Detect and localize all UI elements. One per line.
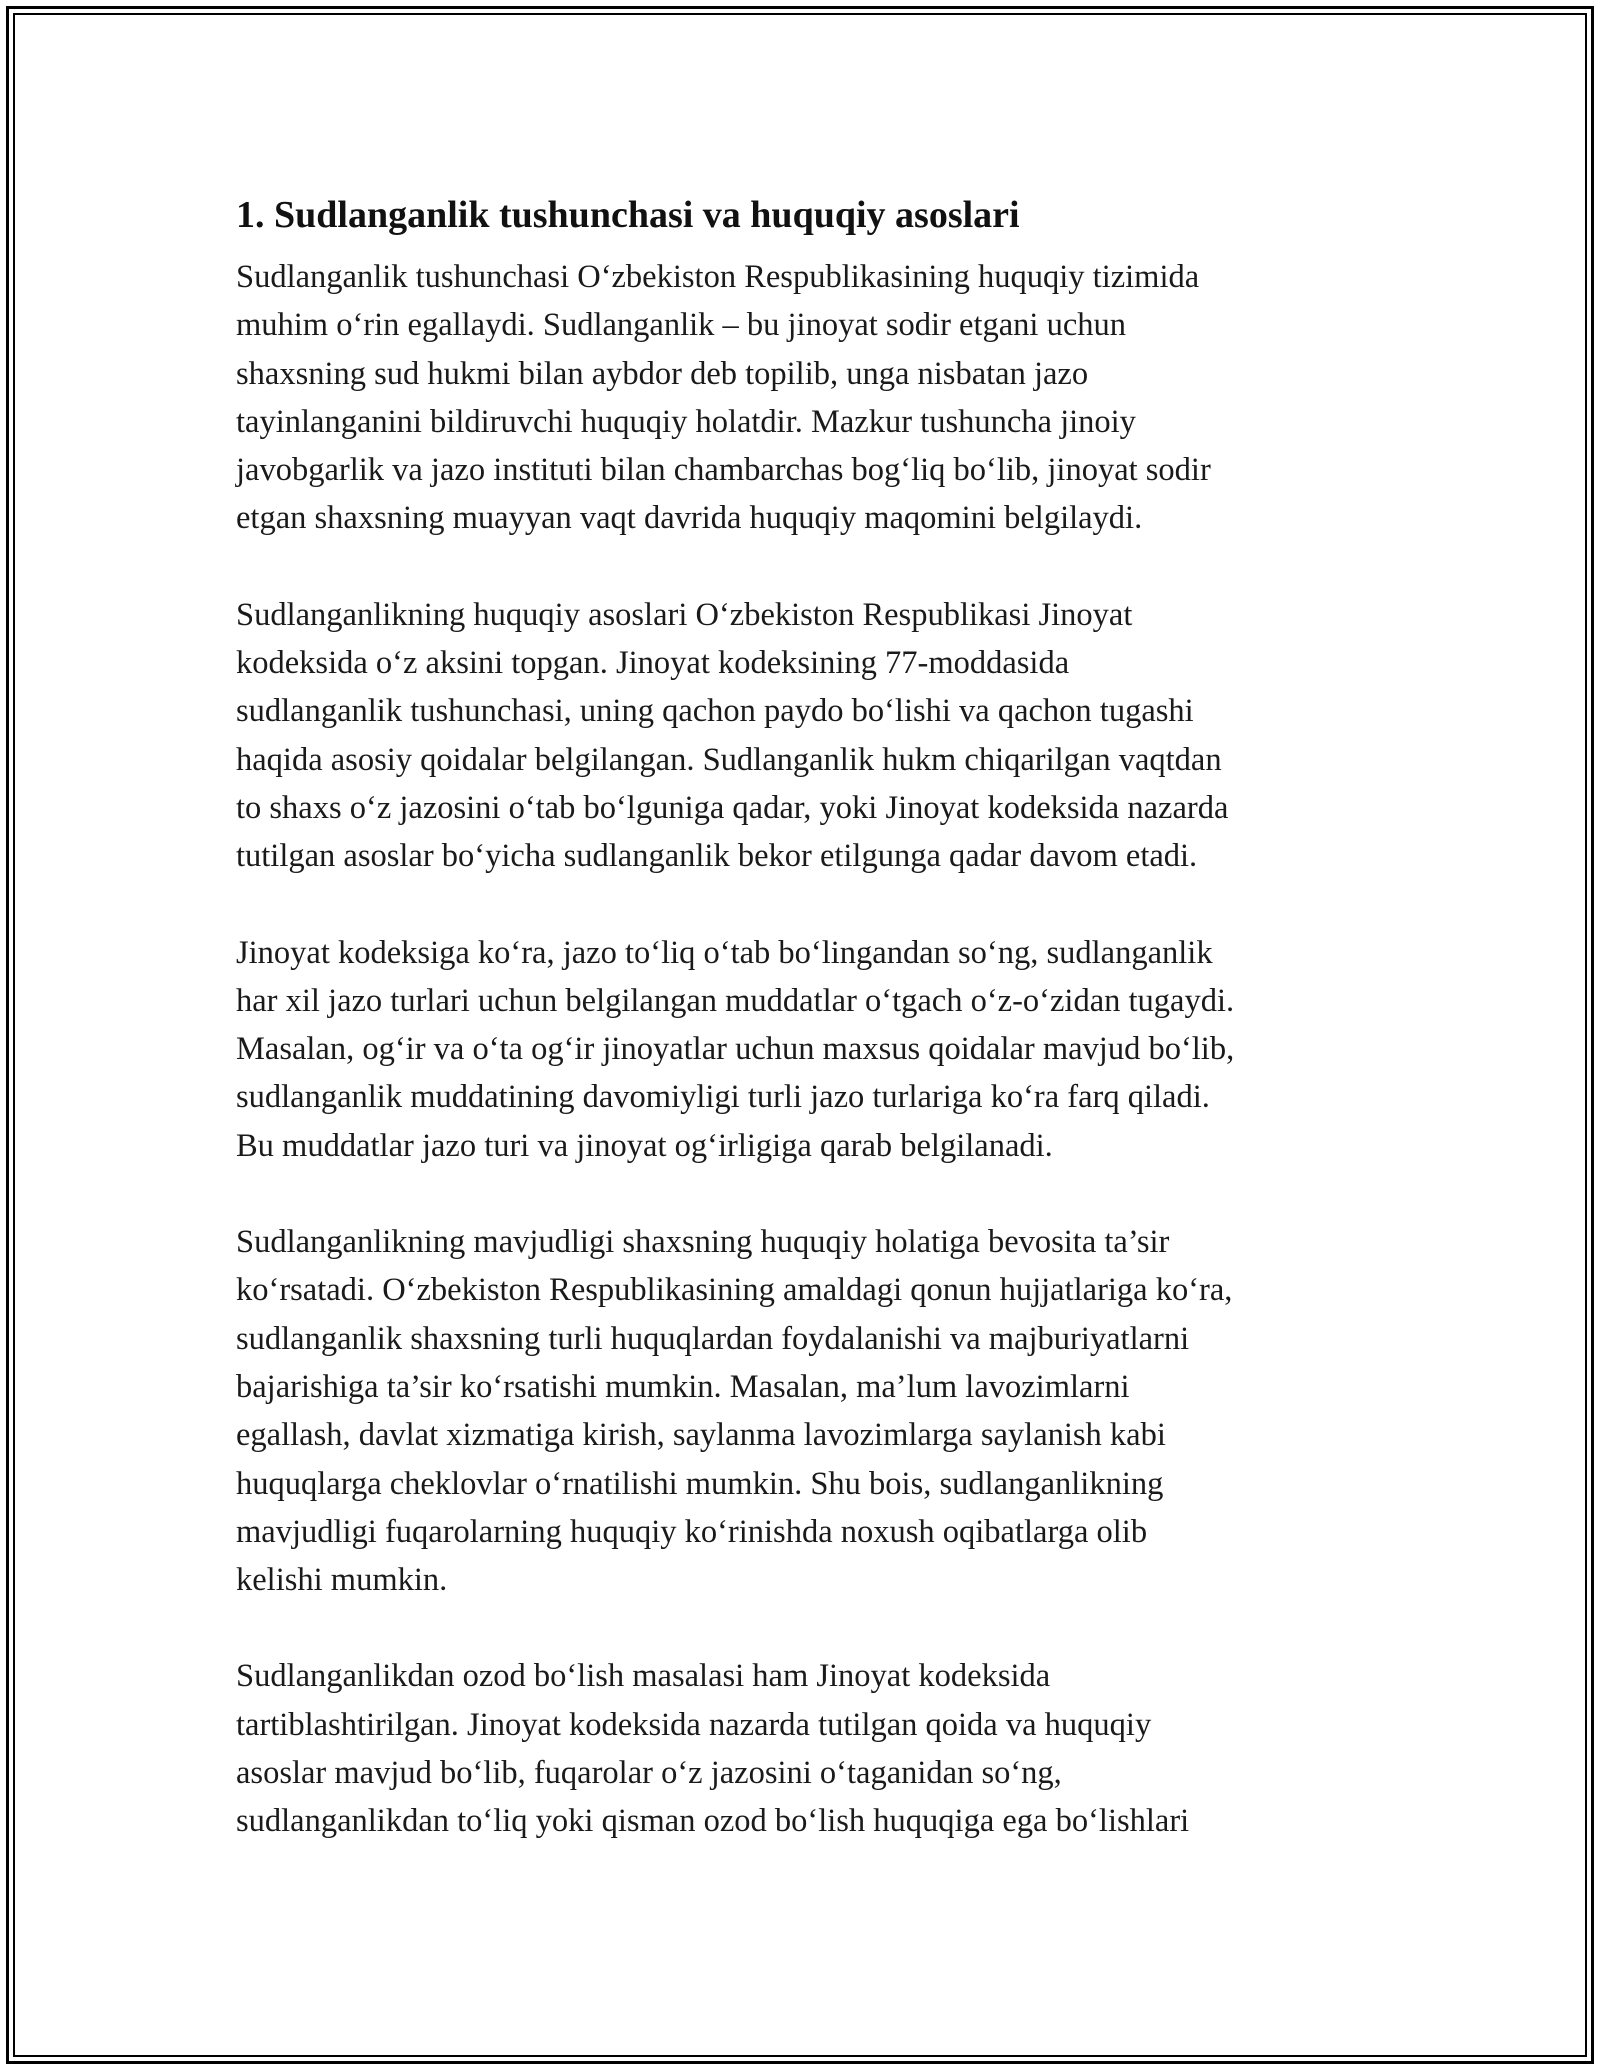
paragraph-1	[236, 253, 1376, 543]
paragraph-line: asoslar mavjud bo‘lib, fuqarolar o‘z jazosini o‘taganidan so‘ng,	[236, 1755, 1062, 1792]
paragraph-line: sudlanganlik shaxsning turli huquqlardan foydalanishi va majburiyatlarni	[236, 1320, 1190, 1357]
paragraph-line: Sudlanganlikning mavjudligi shaxsning huquqiy holatiga bevosita ta’sir	[236, 1224, 1170, 1261]
paragraph-line: to shaxs o‘z jazosini o‘tab bo‘lguniga qadar, yoki Jinoyat kodeksida nazarda	[236, 789, 1229, 826]
paragraph-2	[236, 591, 1376, 881]
paragraph-line: mavjudligi fuqarolarning huquqiy ko‘rinishda noxush oqibatlarga olib	[236, 1513, 1148, 1550]
section-heading: 1. Sudlanganlik tushunchasi va huquqiy asoslari	[236, 194, 1020, 236]
paragraph-line: etgan shaxsning muayyan vaqt davrida huquqiy maqomini belgilaydi.	[236, 500, 1143, 537]
paragraph-line: tayinlanganini bildiruvchi huquqiy holatdir. Mazkur tushuncha jinoiy	[236, 403, 1136, 440]
paragraph-line: Bu muddatlar jazo turi va jinoyat og‘irligiga qarab belgilanadi.	[236, 1127, 1053, 1164]
paragraph-line: tutilgan asoslar bo‘yicha sudlanganlik bekor etilgunga qadar davom etadi.	[236, 838, 1198, 875]
paragraph-line: huquqlarga cheklovlar o‘rnatilishi mumkin. Shu bois, sudlanganlikning	[236, 1465, 1164, 1502]
paragraph-4	[236, 1218, 1376, 1604]
paragraph-line: shaxsning sud hukmi bilan aybdor deb topilib, unga nisbatan jazo	[236, 355, 1089, 392]
document-body	[236, 185, 1376, 1894]
paragraph-line: sudlanganlikdan to‘liq yoki qisman ozod bo‘lish huquqiga ega bo‘lishlari	[236, 1803, 1190, 1840]
paragraph-line: Sudlanganlikdan ozod bo‘lish masalasi ham Jinoyat kodeksida	[236, 1658, 1051, 1695]
paragraph-line: kelishi mumkin.	[236, 1562, 448, 1599]
paragraph-line: ko‘rsatadi. O‘zbekiston Respublikasining amaldagi qonun hujjatlariga ko‘ra,	[236, 1272, 1233, 1309]
paragraph-line: tartiblashtirilgan. Jinoyat kodeksida nazarda tutilgan qoida va huquqiy	[236, 1706, 1152, 1743]
paragraph-line: egallash, davlat xizmatiga kirish, saylanma lavozimlarga saylanish kabi	[236, 1417, 1166, 1454]
paragraph-line: sudlanganlik tushunchasi, uning qachon paydo bo‘lishi va qachon tugashi	[236, 693, 1194, 730]
paragraph-line: sudlanganlik muddatining davomiyligi turli jazo turlariga ko‘ra farq qiladi.	[236, 1079, 1210, 1116]
paragraph-line: Sudlanganlik tushunchasi O‘zbekiston Respublikasining huquqiy tizimida	[236, 259, 1200, 295]
paragraph-3	[236, 929, 1376, 1170]
paragraph-line: haqida asosiy qoidalar belgilangan. Sudlanganlik hukm chiqarilgan vaqtdan	[236, 741, 1222, 778]
paragraph-line: muhim o‘rin egallaydi. Sudlanganlik – bu jinoyat sodir etgani uchun	[236, 307, 1126, 344]
paragraph-line: Masalan, og‘ir va o‘ta og‘ir jinoyatlar uchun maxsus qoidalar mavjud bo‘lib,	[236, 1031, 1235, 1068]
paragraph-line: bajarishiga ta’sir ko‘rsatishi mumkin. Masalan, ma’lum lavozimlarni	[236, 1368, 1130, 1405]
paragraph-line: har xil jazo turlari uchun belgilangan muddatlar o‘tgach o‘z-o‘zidan tugaydi.	[236, 982, 1235, 1019]
paragraph-line: Jinoyat kodeksiga ko‘ra, jazo to‘liq o‘tab bo‘lingandan so‘ng, sudlanganlik	[236, 934, 1213, 971]
paragraph-line: javobgarlik va jazo instituti bilan chambarchas bog‘liq bo‘lib, jinoyat sodir	[236, 452, 1211, 489]
paragraph-5	[236, 1652, 1376, 1845]
paragraph-line: Sudlanganlikning huquqiy asoslari O‘zbekiston Respublikasi Jinoyat	[236, 596, 1133, 633]
paragraph-line: kodeksida o‘z aksini topgan. Jinoyat kodeksining 77-moddasida	[236, 645, 1070, 682]
